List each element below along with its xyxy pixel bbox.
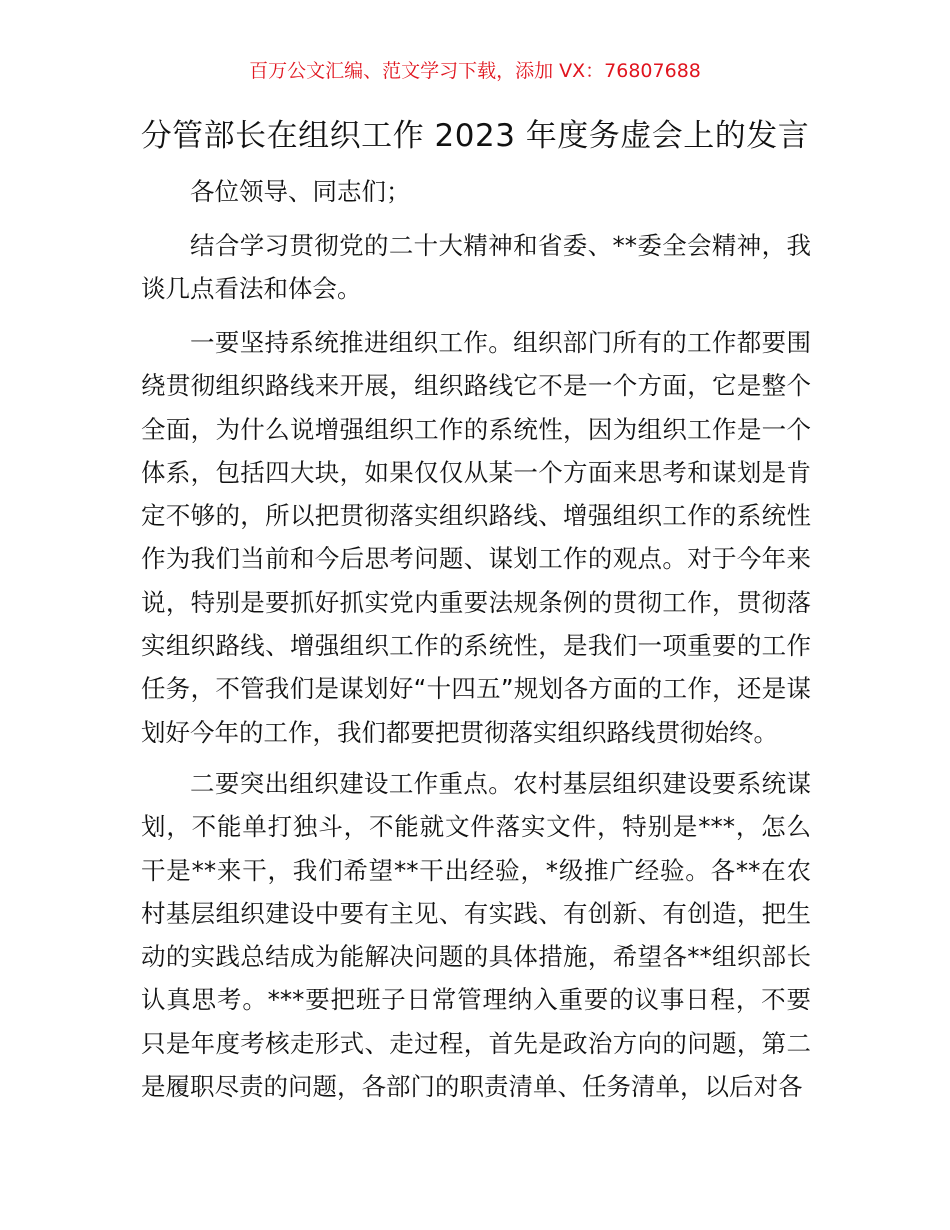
header-note: 百万公文汇编、范文学习下载，添加 VX：76807688 [249,60,701,82]
paragraph-1 [141,224,811,311]
document-title: 分管部长在组织工作 2023 年度务虚会上的发言 [140,118,810,154]
paragraph-2 [141,321,811,754]
paragraph-3 [141,762,811,1108]
paragraph-text: 二要突出组织建设工作重点。农村基层组织建设要系统谋划，不能单打独斗，不能就文件落实文件，特别是***，怎么干是**来干，我们希望**干出经验，*级推广经验。各**在农村基层组织建设中要有主见、有实践、有创新、有创造，把生动的实践总结成为能解决问题的具体措施，希望各**组织部长认真思考。***要把班子日常管理纳入重要的议事日程，不要只是年度考核走形式、走过程，首先是政治方向的问题，第二是履职尽责的问题，各部门的职责清单、任务清单，以后对各 [141,769,811,1102]
salutation: 各位领导、同志们； [190,177,411,206]
paragraph-text: 结合学习贯彻党的二十大精神和省委、**委全会精神，我谈几点看法和体会。 [141,231,811,304]
paragraph-text: 一要坚持系统推进组织工作。组织部门所有的工作都要围绕贯彻组织路线来开展，组织路线它不是一个方面，它是整个全面，为什么说增强组织工作的系统性，因为组织工作是一个体系，包括四大块，如果仅仅从某一个方面来思考和谋划是肯定不够的，所以把贯彻落实组织路线、增强组织工作的系统性作为我们当前和今后思考问题、谋划工作的观点。对于今年来说，特别是要抓好抓实党内重要法规条例的贯彻工作，贯彻落实组织路线、增强组织工作的系统性，是我们一项重要的工作任务，不管我们是谋划好“十四五”规划各方面的工作，还是谋划好今年的工作，我们都要把贯彻落实组织路线贯彻始终。 [141,328,811,747]
